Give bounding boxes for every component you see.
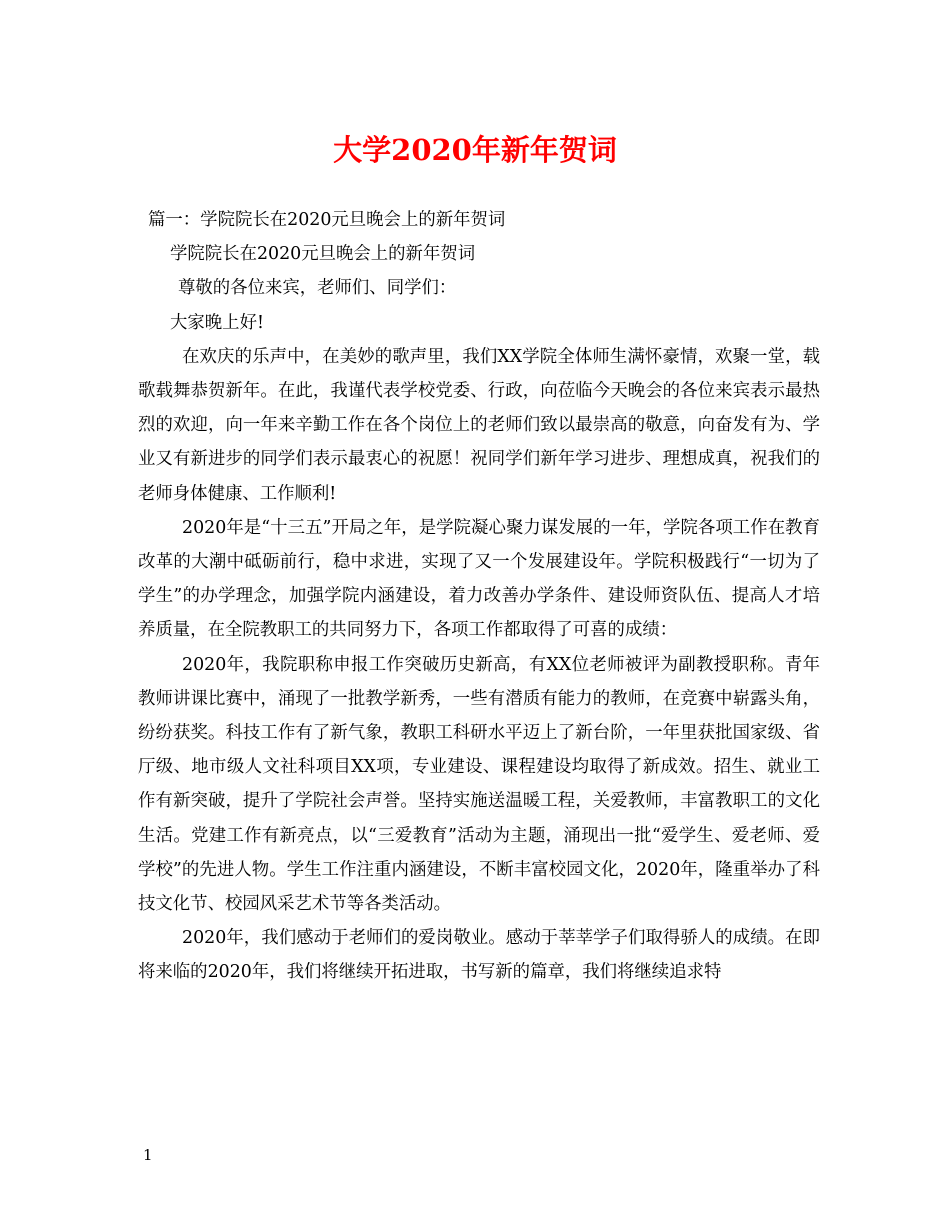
salutation: 尊敬的各位来宾，老师们、同学们： <box>178 278 457 299</box>
paragraph-4: 2020年，我们感动于老师们的爱岗敬业。感动于莘莘学子们取得骄人的成绩。在即将来临的2020年，我们将继续开拓进取，书写新的篇章，我们将继续追求特 <box>138 928 820 983</box>
speech-title: 学院院长在2020元旦晚会上的新年贺词 <box>170 244 476 265</box>
document-title: 大学2020年新年贺词 <box>333 133 617 167</box>
paragraph-1: 在欢庆的乐声中，在美妙的歌声里，我们XX学院全体师生满怀豪情，欢聚一堂，载歌载舞恭贺新年。在此，我谨代表学校党委、行政，向莅临今天晚会的各位来宾表示最热烈的欢迎，向一年来辛勤工作在各个岗位上的老师们致以最崇高的敬意，向奋发有为、学业又有新进步的同学们表示最衷心的祝愿！祝同学们新年学习进步、理想成真，祝我们的老师身体健康、工作顺利! <box>138 346 820 504</box>
paragraph-2: 2020年是“十三五”开局之年，是学院凝心聚力谋发展的一年，学院各项工作在教育改革的大潮中砥砺前行，稳中求进，实现了又一个发展建设年。学院积极践行“一切为了学生”的办学理念，加强学院内涵建设，着力改善办学条件、建设师资队伍、提高人才培养质量，在全院教职工的共同努力下，各项工作都取得了可喜的成绩： <box>138 517 820 641</box>
section-heading: 篇一：学院院长在2020元旦晚会上的新年贺词 <box>148 210 506 230</box>
greeting: 大家晚上好! <box>170 312 264 333</box>
paragraph-3: 2020年，我院职称申报工作突破历史新高，有XX位老师被评为副教授职称。青年教师讲课比赛中，涌现了一批教学新秀，一些有潜质有能力的教师，在竞赛中崭露头角，纷纷获奖。科技工作有了新气象，教职工科研水平迈上了新台阶，一年里获批国家级、省厅级、地市级人文社科项目XX项，专业建设、课程建设均取得了新成效。招生、就业工作有新突破，提升了学院社会声誉。坚持实施送温暖工程，关爱教师，丰富教职工的文化生活。党建工作有新亮点，以“三爱教育”活动为主题，涌现出一批“爱学生、爱老师、爱学校”的先进人物。学生工作注重内涵建设，不断丰富校园文化，2020年，隆重举办了科技文化节、校园风采艺术节等各类活动。 <box>138 654 820 915</box>
page-number: 1 <box>143 1146 153 1164</box>
document-body <box>138 203 820 990</box>
